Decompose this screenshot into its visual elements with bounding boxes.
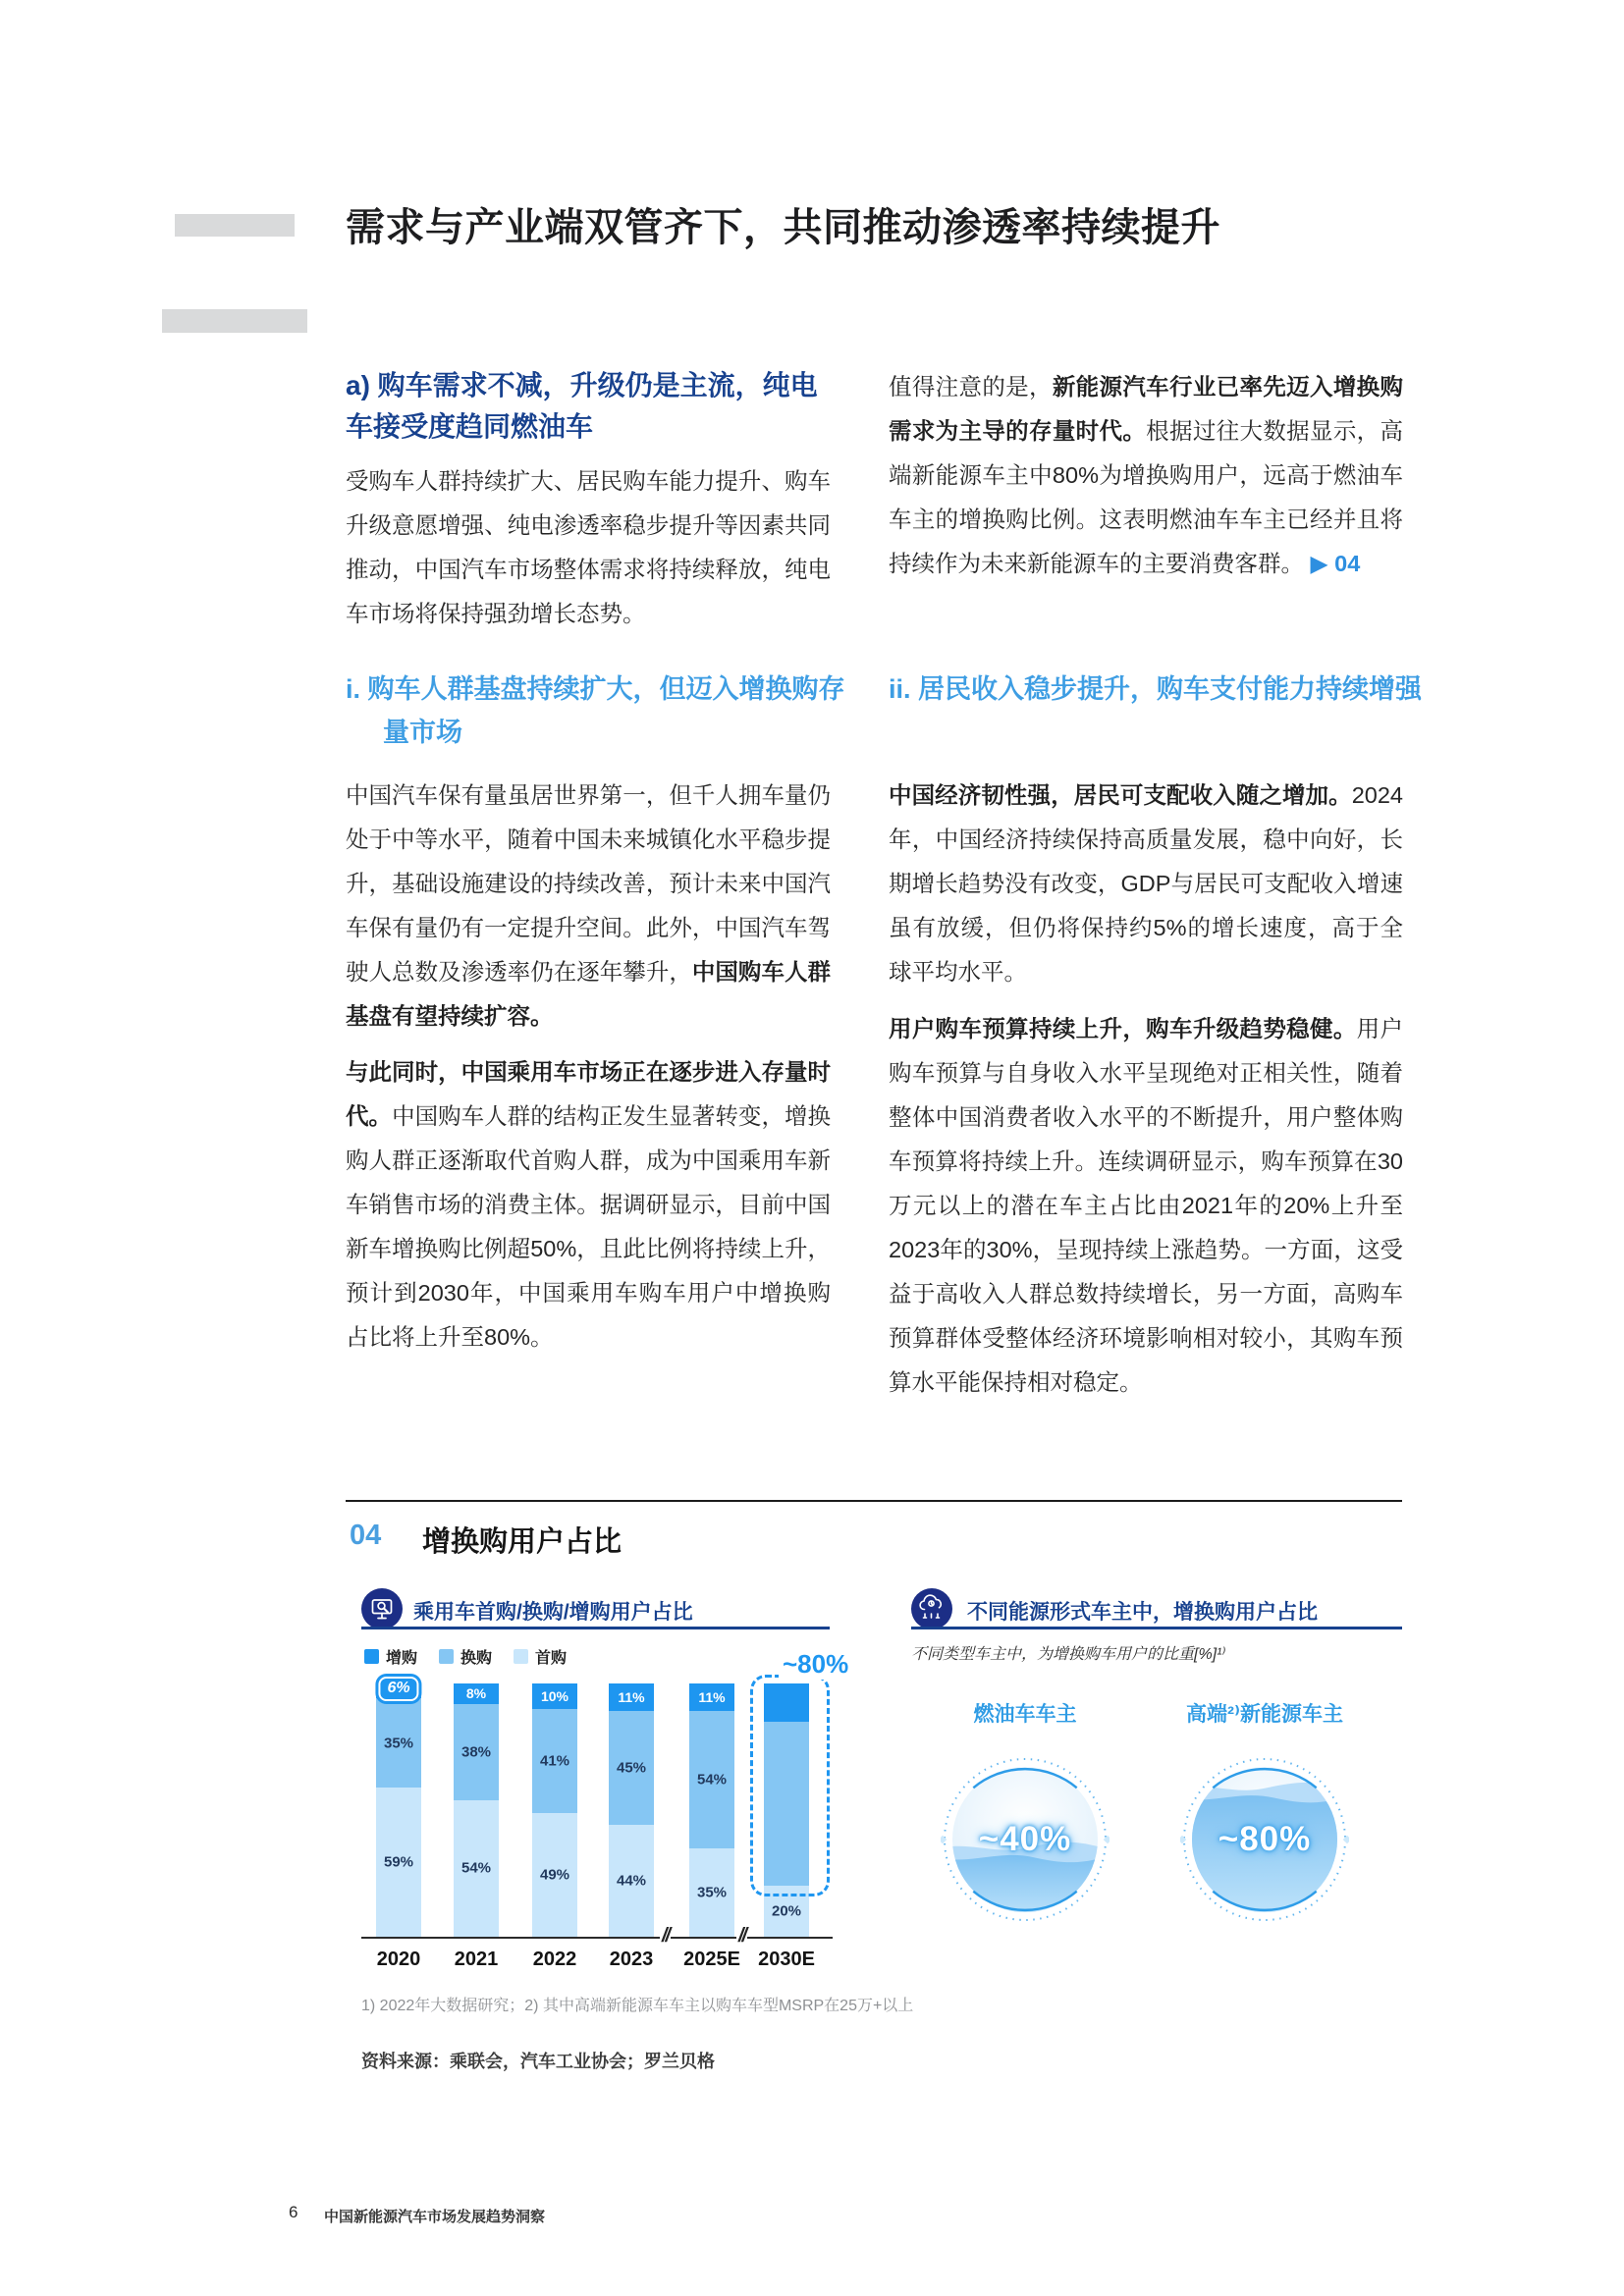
source-note: 资料来源：乘联会，汽车工业协会；罗兰贝格 [361, 2052, 715, 2071]
paragraph-bold-text: 与此同时，中国乘用车市场正在逐步进入存量时代。 [346, 1059, 831, 1129]
bar-segment-换购 [376, 1698, 421, 1787]
bar-segment-首购 [454, 1800, 499, 1937]
bar-value-label: 38% [460, 1743, 492, 1761]
monitor-search-icon [361, 1588, 403, 1629]
bar-segment-增购 [532, 1683, 577, 1709]
legend-swatch-huangou [439, 1649, 454, 1664]
chart-underline-right [911, 1627, 1402, 1629]
paragraph-right-3 [889, 1007, 1403, 1405]
bar-segment-换购 [609, 1711, 654, 1825]
chart-underline-left [361, 1627, 830, 1629]
gauge-value: ~40% [978, 1820, 1072, 1858]
bar-value-label: 35% [696, 1884, 728, 1901]
bar-value-label: 35% [383, 1735, 414, 1752]
bar-segment-首购 [376, 1788, 421, 1937]
bar-value-label: 59% [383, 1853, 414, 1871]
bar-segment-换购 [454, 1704, 499, 1800]
bar-value-label: 10% [540, 1687, 569, 1704]
year-label-2021: 2021 [454, 1949, 499, 1970]
bar-value-label: 11% [618, 1689, 645, 1706]
energy-cloud-icon [911, 1588, 952, 1629]
bar-segment-首购 [609, 1825, 654, 1937]
year-label-2022: 2022 [532, 1949, 577, 1970]
bar-segment-增购 [689, 1683, 734, 1711]
bar-2020 [376, 1680, 421, 1937]
paragraph-bold-text: 中国经济韧性强，居民可支配收入随之增加。 [889, 782, 1352, 808]
bar-value-label: 11% [698, 1689, 726, 1706]
gauge-1 [1180, 1755, 1349, 1924]
paragraph-right-1 [889, 365, 1403, 586]
legend-label: 增购 [386, 1650, 418, 1667]
paragraph-text: 中国购车人群的结构正发生显著转变，增换购人群正逐渐取代首购人群，成为中国乘用车新车销售市场的消费主体。据调研显示，目前中国新车增换购比例超50%，且此比例将持续上升，预计到2030年，中国乘用车购车用户中增换购占比将上升至80%。 [346, 1103, 832, 1350]
chart-subtitle: 不同类型车主中，为增换购车用户的比重[%]¹⁾ [911, 1646, 1226, 1663]
bar-segment-换购 [532, 1709, 577, 1813]
paragraph-bold-text: 用户购车预算持续上升，购车升级趋势稳健。 [889, 1016, 1357, 1041]
section-heading-a: a) 购车需求不减，升级仍是主流，纯电车接受度趋同燃油车 [346, 370, 818, 442]
bar-value-label: 8% [465, 1685, 487, 1702]
legend-item-zenggou [364, 1645, 417, 1668]
gauge-label-nev: 高端²⁾新能源车主 [1185, 1703, 1344, 1726]
bar-value-label: 45% [616, 1759, 647, 1777]
paragraph-text: 2024年，中国经济持续保持高质量发展，稳中向好，长期增长趋势没有改变，GDP与居民可支配收入增速虽有放缓，但仍将保持约5%的增长速度，高于全球平均水平。 [889, 782, 1403, 985]
callout-label: ~80% [779, 1649, 852, 1680]
legend [364, 1645, 567, 1668]
gauge-value: ~80% [1218, 1820, 1312, 1858]
bar-2021 [454, 1683, 499, 1937]
year-label-2020: 2020 [376, 1949, 421, 1970]
year-label-2030E: 2030E [758, 1949, 815, 1970]
year-label-2023: 2023 [609, 1949, 654, 1970]
footnote: 1) 2022年大数据研究；2) 其中高端新能源车车主以购车车型MSRP在25万+以上 [361, 1998, 914, 2014]
footer-title: 中国新能源汽车市场发展趋势洞察 [324, 2209, 546, 2225]
legend-label: 首购 [535, 1650, 568, 1667]
deco-bar-bottom [162, 309, 307, 333]
paragraph-left-2 [346, 774, 831, 1039]
gauge-0 [941, 1755, 1110, 1924]
gauge-label-fuel: 燃油车车主 [973, 1703, 1077, 1726]
figure-title: 增换购用户占比 [422, 1526, 623, 1558]
bar-2022 [532, 1683, 577, 1937]
bar-value-label: 44% [616, 1872, 647, 1890]
legend-item-shougou [514, 1645, 567, 1668]
subsection-heading-i: i. 购车人群基盘持续扩大，但迈入增换购存量市场 [346, 674, 845, 747]
bar-value-label: 49% [539, 1866, 570, 1884]
bar-2023 [609, 1683, 654, 1937]
bar-value-label: 20% [771, 1902, 802, 1920]
axis-break-2: // [738, 1925, 746, 1947]
paragraph-text: 用户购车预算与自身收入水平呈现绝对正相关性，随着整体中国消费者收入水平的不断提升，用户整体购车预算将持续上升。连续调研显示，购车预算在30万元以上的潜在车主占比由2021年的20%上升至2023年的30%，呈现持续上涨趋势。一方面，这受益于高收入人群总数持续增长，另一方面，高购车预算群体受整体经济环境影响相对较小，其购车预算水平能保持相对稳定。 [889, 1016, 1404, 1395]
axis-break-1: // [662, 1925, 670, 1947]
bar-value-label: 41% [539, 1752, 570, 1770]
legend-label: 换购 [460, 1650, 493, 1667]
deco-bar-top [175, 214, 295, 237]
year-label-2025E: 2025E [683, 1949, 740, 1970]
bar-2025E [689, 1683, 734, 1937]
bar-value-label: 54% [696, 1771, 728, 1789]
figure-divider [346, 1500, 1402, 1502]
paragraph-left-1: 受购车人群持续扩大、居民购车能力提升、购车升级意愿增强、纯电渗透率稳步提升等因素共同推动，中国汽车市场整体需求将持续释放，纯电车市场将保持强劲增长态势。 [346, 468, 831, 626]
page-title: 需求与产业端双管齐下，共同推动渗透率持续提升 [346, 206, 1220, 249]
paragraph-text: 值得注意的是， [889, 374, 1053, 400]
bar-segment-增购 [376, 1680, 421, 1698]
subsection-heading-ii: ii. 居民收入稳步提升，购车支付能力持续增强 [889, 674, 1423, 704]
bar-segment-首购 [689, 1848, 734, 1937]
chart-title-right: 不同能源形式车主中，增换购用户占比 [967, 1601, 1318, 1624]
paragraph-right-2 [889, 774, 1403, 994]
figure-reference: ▶ 04 [1310, 551, 1361, 576]
paragraph-bold-text: 新能源汽车行业已率先迈入增换购需求为主导的存量时代。 [889, 374, 1404, 444]
figure-number: 04 [350, 1520, 382, 1551]
paragraph-text: 中国汽车保有量虽居世界第一，但千人拥车量仍处于中等水平，随着中国未来城镇化水平稳步提升，基础设施建设的持续改善，预计未来中国汽车保有量仍有一定提升空间。此外，中国汽车驾驶人总数及渗透率仍在逐年攀升， [346, 782, 831, 985]
x-axis-line [361, 1937, 833, 1939]
legend-swatch-shougou [514, 1649, 528, 1664]
page-number: 6 [289, 2203, 298, 2221]
legend-item-huangou [439, 1645, 492, 1668]
paragraph-left-3 [346, 1050, 831, 1360]
legend-swatch-zenggou [364, 1649, 379, 1664]
bar-segment-换购 [689, 1711, 734, 1847]
bar-segment-首购 [532, 1813, 577, 1937]
bar-segment-增购 [454, 1683, 499, 1704]
callout-box-2030e [750, 1675, 830, 1896]
paragraph-bold-text: 中国购车人群基盘有望持续扩容。 [346, 959, 831, 1029]
paragraph-text: 根据过往大数据显示，高端新能源车主中80%为增换购用户，远高于燃油车车主的增换购比例。这表明燃油车车主已经并且将持续作为未来新能源车的主要消费客群。 [889, 418, 1404, 576]
bar-value-label: 54% [460, 1859, 492, 1877]
chart-title-left: 乘用车首购/换购/增购用户占比 [413, 1601, 693, 1624]
bar-value-label: 6% [378, 1677, 418, 1701]
bar-segment-增购 [609, 1683, 654, 1711]
